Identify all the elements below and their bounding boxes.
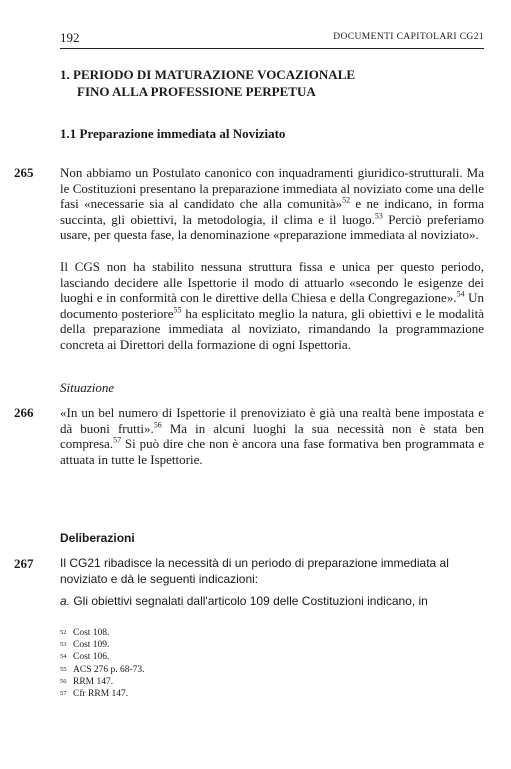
footnote-52: 52 Cost 108. (60, 628, 110, 638)
subsection-heading: 1.1 Preparazione immediata al Noviziato (60, 126, 286, 141)
footnote-ref-52: 52 (342, 195, 351, 205)
footnote-ref-55: 55 (173, 305, 182, 315)
running-title: DOCUMENTI CAPITOLARI CG21 (333, 32, 484, 42)
footnote-ref-54: 54 (456, 289, 465, 299)
running-header (60, 30, 484, 48)
footnote-53: 53 Cost 109. (60, 640, 110, 651)
paragraph-number-265: 265 (14, 165, 34, 180)
footnote-57: 57 Cfr RRM 147. (60, 689, 129, 700)
paragraph-265-part2: Il CGS non ha stabilito nessuna struttura fissa e unica per questo periodo, lasciando decidere alle Ispettorie il modo di attuarlo «secondo le esigenze dei luoghi e in conformità con le direttive della Chiesa e della Congregazione».$^{54}$ Un documento posteriore$^{55}$ ha esplicitato meglio la natura, gli obiettivi e le modalità della preparazione immediata al noviziato, rimandando la programmazione concreta ai Direttori della formazione di ogni Ispettoria. (60, 259, 484, 352)
subheading-deliberazioni: Deliberazioni (60, 531, 135, 545)
footnote-54: 54 Cost 106. (60, 652, 110, 663)
footnote-ref-56: 56 (153, 420, 162, 430)
paragraph-266: «In un bel numero di Ispettorie il prenoviziato è già una realtà bene impostata e dà buoni frutti».$^{56}$ Ma in alcuni luoghi la sua necessità non è stata ben compresa.$^{57}$ Si può dire che non è ancora una fase formativa ben programmata e attuata in tutte le Ispettorie. (60, 405, 484, 467)
footnote-ref-53: 53 (374, 211, 383, 221)
subheading-situazione: Situazione (60, 380, 115, 395)
footnote-56: 56 RRM 147. (60, 676, 114, 687)
paragraph-number-266: 266 (14, 405, 34, 420)
footnote-55: 55 ACS 276 p. 68-73. (60, 664, 145, 675)
footnote-ref-57: 57 (113, 435, 122, 445)
paragraph-265-part1: Non abbiamo un Postulato canonico con inquadramenti giuridico-strutturali. Ma le Costituzioni presentano la preparazione immediata al noviziato come una delle fasi «necessarie sia al candidato che alla comunità»$^{52}$ e ne indicano, in forma succinta, gli obiettivi, la metodologia, il clima e il luogo.$^{53}$ Perciò preferiamo usare, per questa fase, la denominazione «preparazione immediata al noviziato». (60, 165, 484, 243)
section-heading-line1: 1. PERIODO DI MATURAZIONE VOCAZIONALE (60, 67, 356, 82)
section-heading-line2: FINO ALLA PROFESSIONE PERPETUA (77, 84, 316, 99)
paragraph-number-267: 267 (14, 556, 34, 571)
footnotes (60, 627, 145, 700)
page-number: 192 (60, 30, 80, 45)
header-rule (60, 48, 484, 49)
paragraph-267-item-a: a. Gli obiettivi segnalati dall'articolo 109 delle Costituzioni indicano, in (60, 594, 428, 608)
paragraph-267: Il CG21 ribadisce la necessità di un periodo di preparazione immediata al noviziato e dà le seguenti indicazioni: (60, 556, 449, 586)
